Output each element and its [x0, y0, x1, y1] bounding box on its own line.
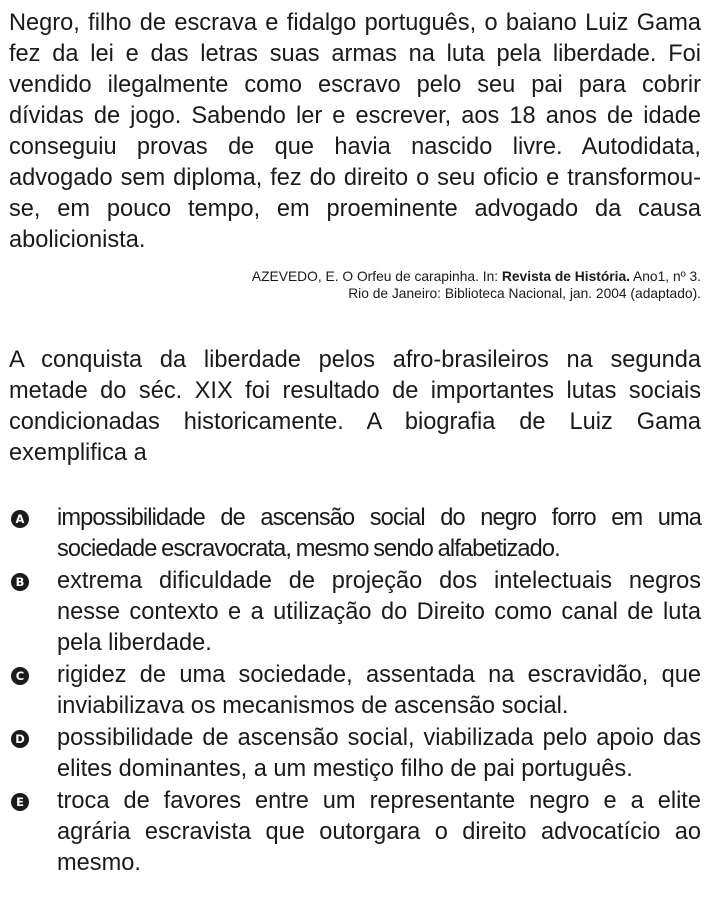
exam-question	[9, 8, 701, 880]
option-d-text: possibilidade de ascensão social, viabilizada pelo apoio das elites dominantes, a um mestiço filho de pai português.	[57, 725, 701, 782]
option-e-text: troca de favores entre um representante negro e a elite agrária escravista que outorgara o direito advocatício ao mesmo.	[57, 788, 701, 876]
option-b-text: extrema dificuldade de projeção dos intelectuais negros nesse contexto e a utilização do Direito como canal de luta pela liberdade.	[57, 568, 701, 656]
citation-line-2: Rio de Janeiro: Biblioteca Nacional, jan. 2004 (adaptado).	[348, 286, 701, 301]
option-c[interactable]	[9, 660, 701, 722]
passage-text: Negro, filho de escrava e fidalgo português, o baiano Luiz Gama fez da lei e das letras suas armas na luta pela liberdade. Foi vendido ilegalmente como escravo pelo seu pai para cobrir dívidas de jogo. Sabendo ler e escrever, aos 18 anos de idade conseguiu provas de que havia nascido livre. Autodidata, advogado sem diploma, fez do direito o seu oficio e transformou-se, em pouco tempo, em proeminente advogado da causa abolicionista.	[9, 10, 701, 253]
citation-journal: Revista de História.	[501, 269, 630, 284]
citation-suffix: Ano1, nº 3.	[629, 269, 701, 284]
option-c-text: rigidez de uma sociedade, assentada na escravidão, que inviabilizava os mecanismos de ascensão social.	[57, 662, 701, 719]
citation	[9, 268, 701, 302]
option-a-text: impossibilidade de ascensão social do negro forro em uma sociedade escravocrata, mesmo sendo alfabetizado.	[57, 505, 701, 562]
option-e[interactable]	[9, 786, 701, 879]
option-a-letter-badge: A	[11, 510, 29, 528]
citation-line-1	[9, 268, 701, 285]
option-b[interactable]	[9, 566, 701, 659]
option-e-letter-badge: E	[11, 793, 29, 811]
question-stem: A conquista da liberdade pelos afro-brasileiros na segunda metade do séc. XIX foi resultado de importantes lutas sociais condicionadas historicamente. A biografia de Luiz Gama exemplifica a	[9, 347, 701, 466]
option-d-letter-badge: D	[11, 730, 29, 748]
option-d[interactable]	[9, 723, 701, 785]
citation-prefix: AZEVEDO, E. O Orfeu de carapinha. In:	[251, 269, 502, 284]
option-a[interactable]	[9, 503, 701, 565]
option-b-letter-badge: B	[11, 573, 29, 591]
option-c-letter-badge: C	[11, 667, 29, 685]
answer-options	[9, 503, 701, 879]
